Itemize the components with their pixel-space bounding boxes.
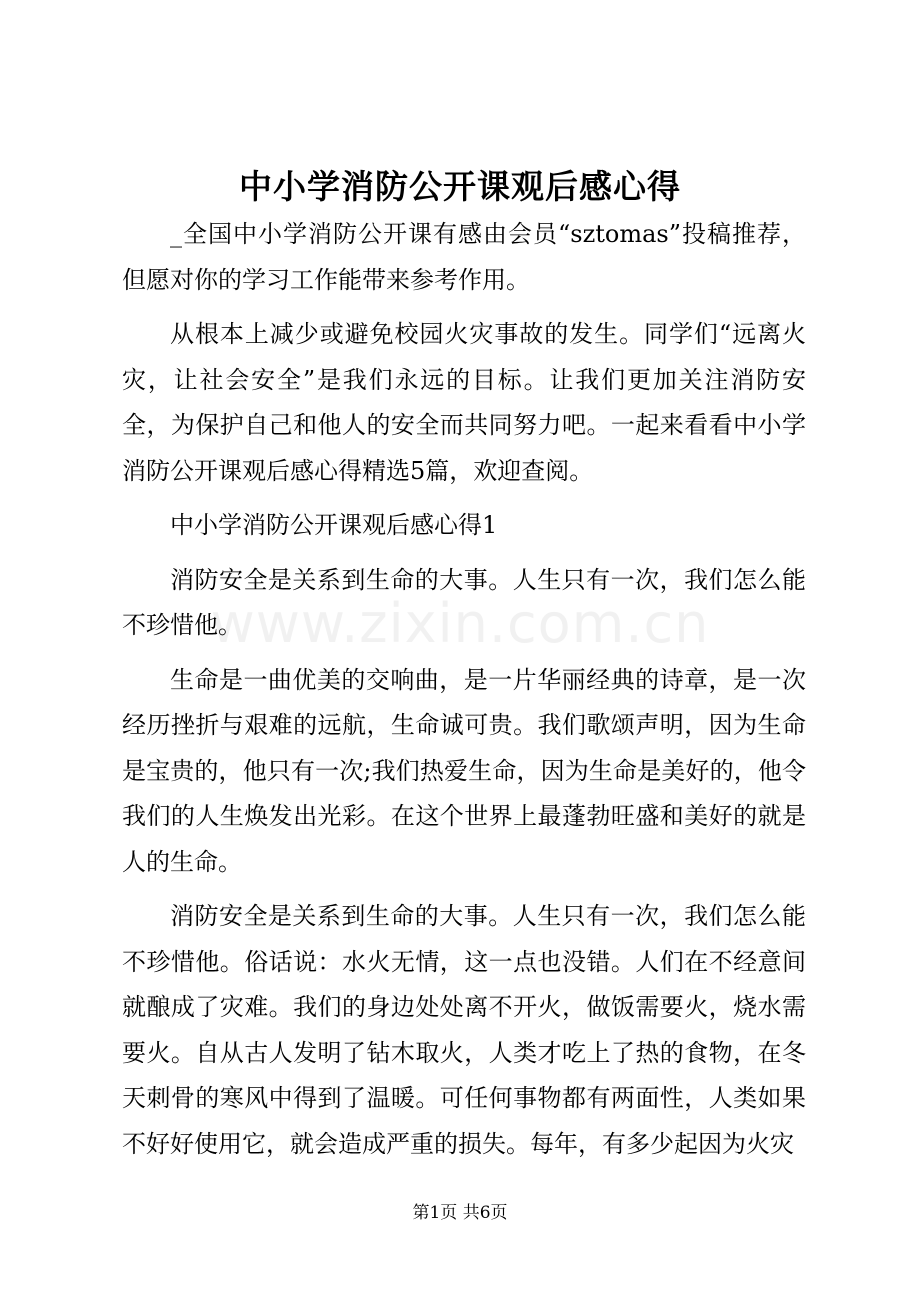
body-paragraph: 生命是一曲优美的交响曲，是一片华丽经典的诗章，是一次经历挫折与艰难的远航，生命诚可贵。我们歌颂声明，因为生命是宝贵的，他只有一次;我们热爱生命，因为生命是美好的，他令我们的人生焕发出光彩。在这个世界上最蓬勃旺盛和美好的就是人的生命。 (122, 665, 806, 876)
section-heading: 中小学消防公开课观后感心得1 (170, 511, 498, 539)
intro-paragraph: _全国中小学消防公开课有感由会员“sztomas”投稿推荐，但愿对你的学习工作能带来参考作用。 (122, 220, 806, 294)
document-title: 中小学消防公开课观后感心得 (239, 167, 681, 206)
body-paragraph: 消防安全是关系到生命的大事。人生只有一次，我们怎么能不珍惜他。 (122, 565, 806, 639)
watermark: www.zixin.com.cn (210, 592, 710, 655)
page-footer: 第1页 共6页 (412, 1203, 508, 1223)
document-body (122, 212, 806, 1176)
body-paragraph: 消防安全是关系到生命的大事。人生只有一次，我们怎么能不珍惜他。俗话说：水火无情，这一点也没错。人们在不经意间就酿成了灾难。我们的身边处处离不开火，做饭需要火，烧水需要火。自从古人发明了钻木取火，人类才吃上了热的食物，在冬天刺骨的寒风中得到了温暖。可任何事物都有两面性，人类如果不好好使用它，就会造成严重的损失。每年，有多少起因为火灾 (122, 902, 806, 1158)
overview-paragraph: 从根本上减少或避免校园火灾事故的发生。同学们“远离火灾，让社会安全”是我们永远的目标。让我们更加关注消防安全，为保护自己和他人的安全而共同努力吧。一起来看看中小学消防公开课观后感心得精选5篇，欢迎查阅。 (122, 320, 806, 485)
